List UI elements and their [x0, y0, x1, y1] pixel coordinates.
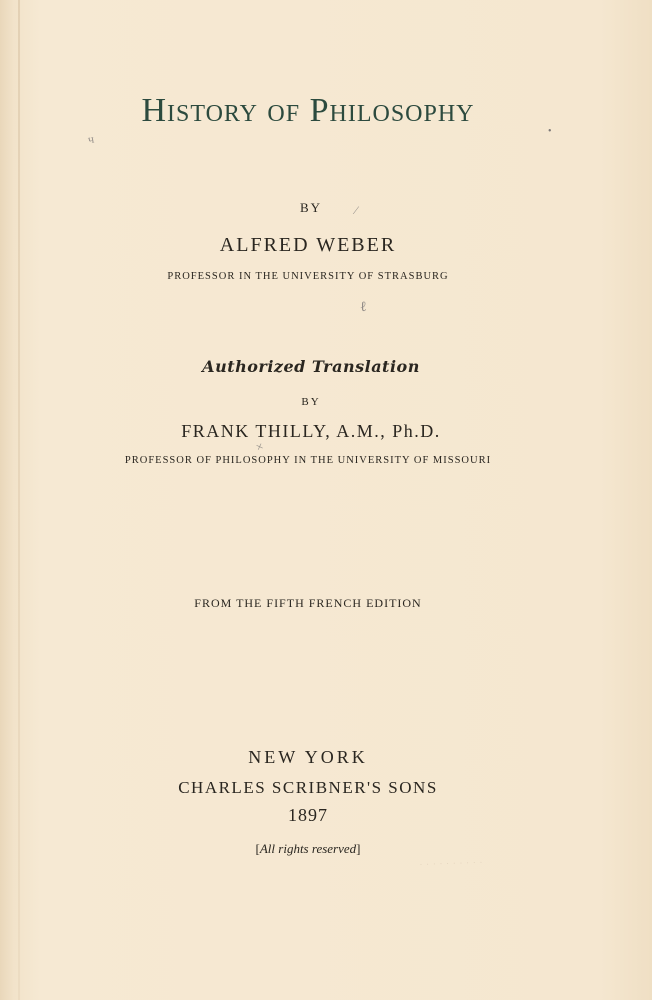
- rights-notice: [0, 841, 616, 857]
- by-label: BY: [299, 200, 323, 215]
- translator-name: FRANK THILLY, A.M., Ph.D.: [181, 421, 441, 441]
- pencil-mark: ×: [253, 438, 266, 455]
- edition-note: FROM THE FIFTH FRENCH EDITION: [194, 596, 422, 610]
- rights-bracket-open: [: [255, 841, 260, 856]
- rights-bracket-close: ]: [356, 841, 361, 856]
- author-affiliation: PROFESSOR IN THE UNIVERSITY OF STRASBURG: [167, 271, 449, 282]
- publisher-name: CHARLES SCRIBNER'S SONS: [178, 778, 438, 797]
- authorized-translation-label: Authorized Translation: [202, 357, 420, 376]
- pencil-mark: ч: [86, 131, 96, 147]
- author-name: ALFRED WEBER: [219, 234, 397, 256]
- book-title: History of Philosophy: [141, 92, 475, 129]
- pencil-mark: ⁄: [355, 203, 358, 217]
- rights-text: All rights reserved: [259, 841, 357, 856]
- pencil-mark: ℓ: [360, 300, 367, 315]
- ink-dot: •: [548, 126, 552, 137]
- by-translator-label: BY: [301, 396, 321, 408]
- translator-affiliation: PROFESSOR OF PHILOSOPHY IN THE UNIVERSITY OF MISSOURI: [124, 455, 492, 466]
- publication-year: 1897: [288, 805, 328, 825]
- show-through-imprint: · · · · · · · · · ·: [419, 857, 484, 870]
- publication-city: NEW YORK: [248, 747, 368, 767]
